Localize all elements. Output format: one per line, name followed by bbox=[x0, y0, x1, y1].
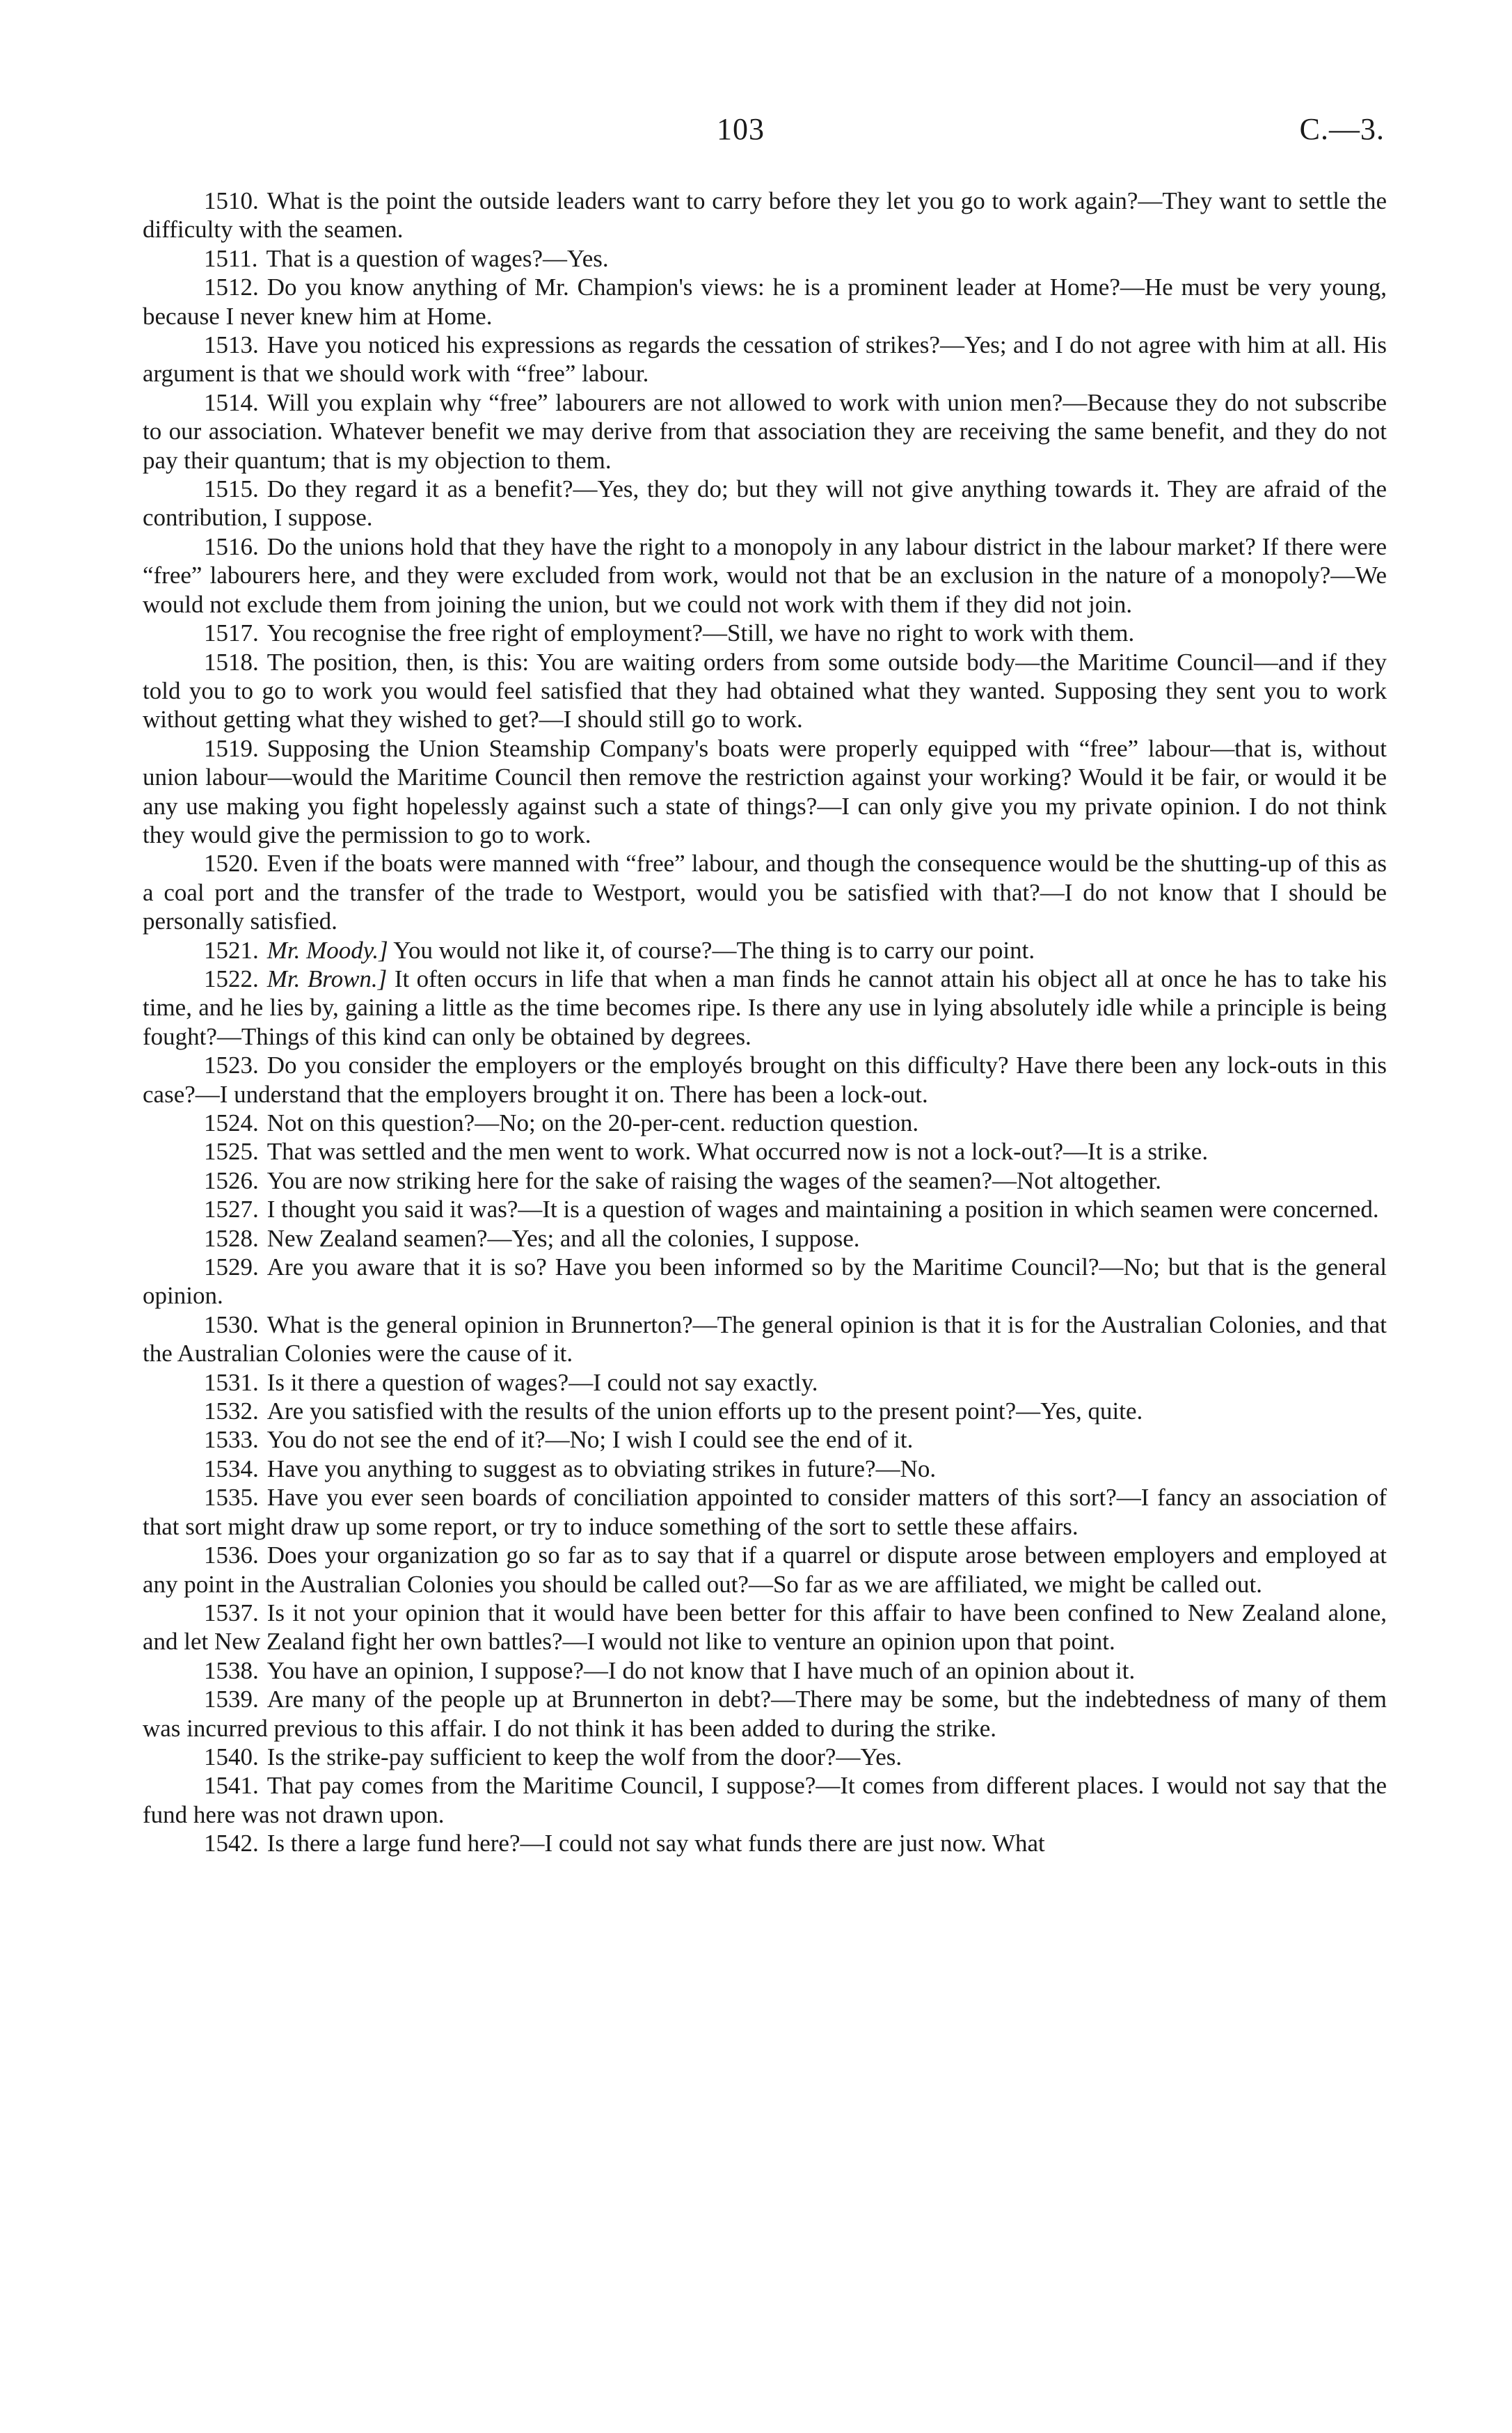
question-paragraph bbox=[143, 1829, 1387, 1857]
question-number: 1531. bbox=[204, 1368, 259, 1396]
question-number: 1528. bbox=[204, 1224, 259, 1252]
question-number: 1530. bbox=[204, 1310, 259, 1338]
question-answer-text: Have you noticed his expressions as regards the cessation of strikes?—Yes; and I do not agree with him at all. His argument is that we should work with “free” labour. bbox=[143, 331, 1387, 388]
question-paragraph bbox=[143, 1599, 1387, 1656]
speaker-label: Mr. Brown.] bbox=[266, 965, 388, 992]
question-answer-text: Do they regard it as a benefit?—Yes, they do; but they will not give anything towards it. They are afraid of the contribution, I suppose. bbox=[143, 475, 1387, 532]
page-header bbox=[0, 111, 1512, 153]
question-answer-text: That is a question of wages?—Yes. bbox=[266, 244, 609, 272]
question-answer-text: That pay comes from the Maritime Council, I suppose?—It comes from different places. I would not say that the fund here was not drawn upon. bbox=[143, 1772, 1387, 1828]
question-answer-text: Is it not your opinion that it would have been better for this affair to have been confined to New Zealand alone, and let New Zealand fight her own battles?—I would not like to venture an opinion upon that point. bbox=[143, 1599, 1387, 1656]
question-answer-text: You do not see the end of it?—No; I wish I could see the end of it. bbox=[266, 1426, 914, 1454]
question-answer-text: You are now striking here for the sake of raising the wages of the seamen?—Not altogether. bbox=[266, 1166, 1161, 1194]
question-paragraph bbox=[143, 475, 1387, 532]
question-number: 1521. bbox=[204, 936, 259, 964]
question-answer-text: That was settled and the men went to work. What occurred now is not a lock-out?—It is a strike. bbox=[266, 1138, 1209, 1166]
question-number: 1525. bbox=[204, 1138, 259, 1166]
question-paragraph bbox=[143, 1109, 1387, 1137]
question-answer-text: Are you satisfied with the results of the union efforts up to the present point?—Yes, quite. bbox=[266, 1397, 1143, 1425]
question-number: 1517. bbox=[204, 619, 259, 647]
question-paragraph bbox=[143, 532, 1387, 619]
question-number: 1533. bbox=[204, 1426, 259, 1454]
question-paragraph bbox=[143, 1224, 1387, 1253]
question-paragraph bbox=[143, 1685, 1387, 1743]
question-paragraph bbox=[143, 1743, 1387, 1771]
question-answer-text: Supposing the Union Steamship Company's boats were properly equipped with “free” labour—that is, without union labour—would the Maritime Council then remove the restriction against your working? Would it be fair, or would it be any use making you fight hopelessly against such a state of things?—I can only give you my private opinion. I do not think they would give the permission to go to work. bbox=[143, 734, 1387, 848]
question-number: 1526. bbox=[204, 1166, 259, 1194]
question-number: 1534. bbox=[204, 1455, 259, 1482]
question-paragraph bbox=[143, 1137, 1387, 1166]
question-answer-text: You have an opinion, I suppose?—I do not know that I have much of an opinion about it. bbox=[266, 1656, 1136, 1684]
question-number: 1511. bbox=[204, 244, 258, 272]
question-paragraph bbox=[143, 1771, 1387, 1829]
question-paragraph bbox=[143, 936, 1387, 965]
question-answer-text: Is it there a question of wages?—I could not say exactly. bbox=[266, 1368, 818, 1396]
question-number: 1518. bbox=[204, 648, 259, 676]
question-paragraph bbox=[143, 1051, 1387, 1109]
question-answer-text: The position, then, is this: You are waiting orders from some outside body—the Maritime Council—and if they told you to go to work you would feel satisfied that they had obtained what they wanted. Supposing they sent you to work without getting what they wished to get?—I should still go to work. bbox=[143, 648, 1387, 734]
question-number: 1532. bbox=[204, 1397, 259, 1425]
question-answer-text: Even if the boats were manned with “free” labour, and though the consequence would be the shutting-up of this as a coal port and the transfer of the trade to Westport, would you be satisfied with that?—I do not know that I should be personally satisfied. bbox=[143, 850, 1387, 935]
question-number: 1516. bbox=[204, 532, 259, 560]
page-number: 103 bbox=[717, 112, 765, 146]
question-number: 1524. bbox=[204, 1109, 259, 1136]
question-paragraph bbox=[143, 1656, 1387, 1685]
question-number: 1535. bbox=[204, 1484, 259, 1512]
question-number: 1513. bbox=[204, 331, 259, 359]
question-paragraph bbox=[143, 734, 1387, 850]
question-paragraph bbox=[143, 331, 1387, 388]
question-paragraph bbox=[143, 1541, 1387, 1599]
evidence-transcript bbox=[143, 187, 1387, 1858]
question-answer-text: Do you know anything of Mr. Champion's views: he is a prominent leader at Home?—He must be very young, because I never knew him at Home. bbox=[143, 274, 1387, 330]
question-paragraph bbox=[143, 1425, 1387, 1454]
question-number: 1539. bbox=[204, 1686, 259, 1713]
question-number: 1520. bbox=[204, 850, 259, 878]
question-answer-text: Not on this question?—No; on the 20-per-cent. reduction question. bbox=[266, 1109, 919, 1136]
question-answer-text: Have you ever seen boards of conciliation appointed to consider matters of this sort?—I fancy an association of that sort might draw up some report, or try to induce something of the sort to settle these affairs. bbox=[143, 1484, 1387, 1540]
question-paragraph bbox=[143, 1310, 1387, 1368]
question-number: 1538. bbox=[204, 1656, 259, 1684]
question-answer-text: You would not like it, of course?—The thing is to carry our point. bbox=[393, 936, 1035, 964]
question-answer-text: Is there a large fund here?—I could not say what funds there are just now. What bbox=[266, 1830, 1045, 1857]
question-answer-text: Do you consider the employers or the employés brought on this difficulty? Have there been any lock-outs in this case?—I understand that the employers brought it on. There has been a lock-out. bbox=[143, 1052, 1387, 1108]
question-answer-text: I thought you said it was?—It is a question of wages and maintaining a position in which seamen were concerned. bbox=[266, 1196, 1379, 1223]
question-paragraph bbox=[143, 965, 1387, 1051]
question-paragraph bbox=[143, 1455, 1387, 1483]
question-answer-text: Have you anything to suggest as to obviating strikes in future?—No. bbox=[266, 1455, 937, 1482]
question-paragraph bbox=[143, 849, 1387, 935]
question-paragraph bbox=[143, 1195, 1387, 1223]
question-answer-text: Does your organization go so far as to say that if a quarrel or dispute arose between employers and employed at any point in the Australian Colonies you should be called out?—So far as we are affiliated, we might be called out. bbox=[143, 1542, 1387, 1598]
question-answer-text: Is the strike-pay sufficient to keep the wolf from the door?—Yes. bbox=[266, 1743, 902, 1770]
question-number: 1512. bbox=[204, 274, 259, 301]
question-paragraph bbox=[143, 1397, 1387, 1425]
question-paragraph bbox=[143, 244, 1387, 273]
question-number: 1537. bbox=[204, 1599, 259, 1626]
question-paragraph bbox=[143, 648, 1387, 734]
question-number: 1527. bbox=[204, 1196, 259, 1223]
question-answer-text: You recognise the free right of employment?—Still, we have no right to work with them. bbox=[266, 619, 1135, 647]
question-paragraph bbox=[143, 187, 1387, 244]
question-number: 1522. bbox=[204, 965, 259, 992]
question-number: 1536. bbox=[204, 1542, 259, 1569]
question-number: 1529. bbox=[204, 1253, 259, 1281]
question-answer-text: Are you aware that it is so? Have you been informed so by the Maritime Council?—No; but that is the general opinion. bbox=[143, 1253, 1387, 1310]
question-answer-text: It often occurs in life that when a man finds he cannot attain his object all at once he has to take his time, and he lies by, gaining a little as the time becomes ripe. Is there any use in lying absolutely idle while a principle is being fought?—Things of this kind can only be obtained by degrees. bbox=[143, 965, 1387, 1050]
question-number: 1541. bbox=[204, 1772, 259, 1800]
question-number: 1519. bbox=[204, 734, 259, 762]
question-paragraph bbox=[143, 1166, 1387, 1195]
question-answer-text: What is the point the outside leaders want to carry before they let you go to work again?—They want to settle the difficulty with the seamen. bbox=[143, 187, 1387, 244]
question-paragraph bbox=[143, 619, 1387, 647]
question-number: 1540. bbox=[204, 1743, 259, 1770]
question-number: 1523. bbox=[204, 1052, 259, 1079]
question-number: 1510. bbox=[204, 187, 259, 214]
question-paragraph bbox=[143, 1483, 1387, 1541]
question-number: 1515. bbox=[204, 475, 259, 503]
question-paragraph bbox=[143, 273, 1387, 331]
question-answer-text: Do the unions hold that they have the right to a monopoly in any labour district in the labour market? If there were “free” labourers here, and they were excluded from work, would not that be an exclusion in the nature of a monopoly?—We would not exclude them from joining the union, but we could not work with them if they did not join. bbox=[143, 532, 1387, 618]
question-answer-text: Are many of the people up at Brunnerton in debt?—There may be some, but the indebtedness of many of them was incurred previous to this affair. I do not think it has been added to during the strike. bbox=[143, 1686, 1387, 1742]
question-paragraph bbox=[143, 1368, 1387, 1397]
document-reference: C.—3. bbox=[1299, 112, 1385, 146]
question-answer-text: What is the general opinion in Brunnerton?—The general opinion is that it is for the Australian Colonies, and that the Australian Colonies were the cause of it. bbox=[143, 1310, 1387, 1368]
question-number: 1514. bbox=[204, 388, 259, 416]
speaker-label: Mr. Moody.] bbox=[266, 936, 388, 964]
question-answer-text: New Zealand seamen?—Yes; and all the colonies, I suppose. bbox=[266, 1224, 860, 1252]
question-paragraph bbox=[143, 388, 1387, 475]
question-number: 1542. bbox=[204, 1830, 259, 1857]
question-answer-text: Will you explain why “free” labourers are not allowed to work with union men?—Because they do not subscribe to our association. Whatever benefit we may derive from that association they are receiving the same benefit, and they do not pay their quantum; that is my objection to them. bbox=[143, 388, 1387, 474]
question-paragraph bbox=[143, 1253, 1387, 1310]
